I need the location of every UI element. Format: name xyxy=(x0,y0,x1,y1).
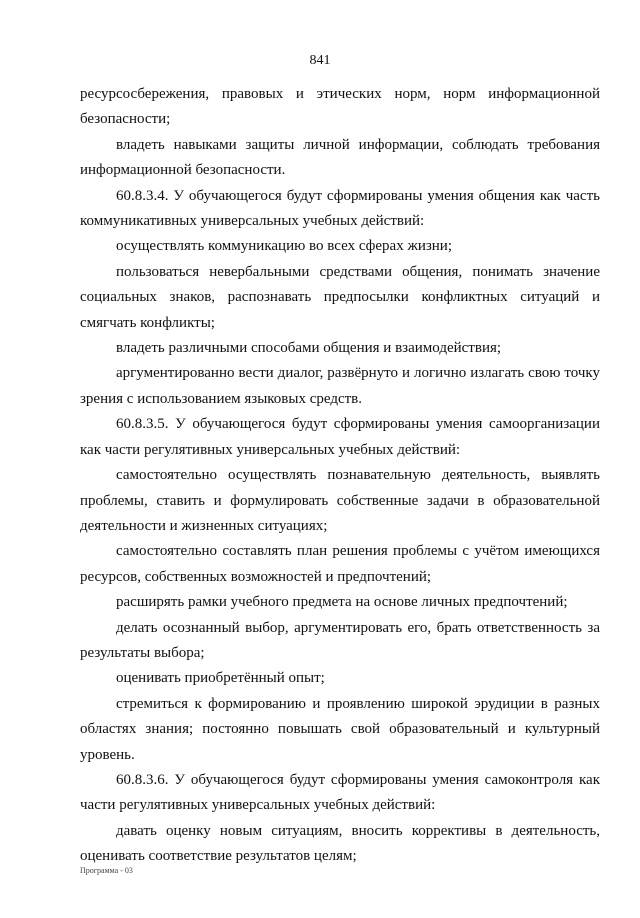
paragraph: стремиться к формированию и проявлению широкой эрудиции в разных областях знания; постоянно повышать свой образовательный и культурный уровень. xyxy=(80,695,600,763)
page-number: 841 xyxy=(309,53,331,68)
section-paragraph: 60.8.3.4. У обучающегося будут сформированы умения общения как часть коммуникативных универсальных учебных действий: xyxy=(80,187,600,230)
paragraph: оценивать приобретённый опыт; xyxy=(116,670,325,687)
paragraph: владеть различными способами общения и взаимодействия; xyxy=(116,340,502,357)
paragraph: ресурсосбережения, правовых и этических норм, норм информационной безопасности; xyxy=(80,86,600,128)
paragraph: аргументированно вести диалог, развёрнуто и логично излагать свою точку зрения с использованием языковых средств. xyxy=(80,365,600,407)
footer-note: Программа - 03 xyxy=(80,866,133,875)
paragraph: осуществлять коммуникацию во всех сферах жизни; xyxy=(116,238,452,255)
document-body xyxy=(80,82,600,870)
paragraph: давать оценку новым ситуациям, вносить коррективы в деятельность, оценивать соответствие результатов целям; xyxy=(80,822,600,865)
paragraph: расширять рамки учебного предмета на основе личных предпочтений; xyxy=(116,594,568,611)
paragraph: самостоятельно осуществлять познавательную деятельность, выявлять проблемы, ставить и формулировать собственные задачи в образовательной деятельности и жизненных ситуациях; xyxy=(80,467,600,534)
section-paragraph: 60.8.3.5. У обучающегося будут сформированы умения самоорганизации как части регулятивных универсальных учебных действий: xyxy=(80,416,600,458)
paragraph: делать осознанный выбор, аргументировать его, брать ответственность за результаты выбора; xyxy=(80,619,600,661)
section-paragraph: 60.8.3.6. У обучающегося будут сформированы умения самоконтроля как части регулятивных универсальных учебных действий: xyxy=(80,771,600,814)
paragraph: пользоваться невербальными средствами общения, понимать значение социальных знаков, распознавать предпосылки конфликтных ситуаций и смягчать конфликты; xyxy=(80,263,600,331)
paragraph: самостоятельно составлять план решения проблемы с учётом имеющихся ресурсов, собственных возможностей и предпочтений; xyxy=(80,543,600,585)
paragraph: владеть навыками защиты личной информации, соблюдать требования информационной безопасности. xyxy=(80,136,600,179)
